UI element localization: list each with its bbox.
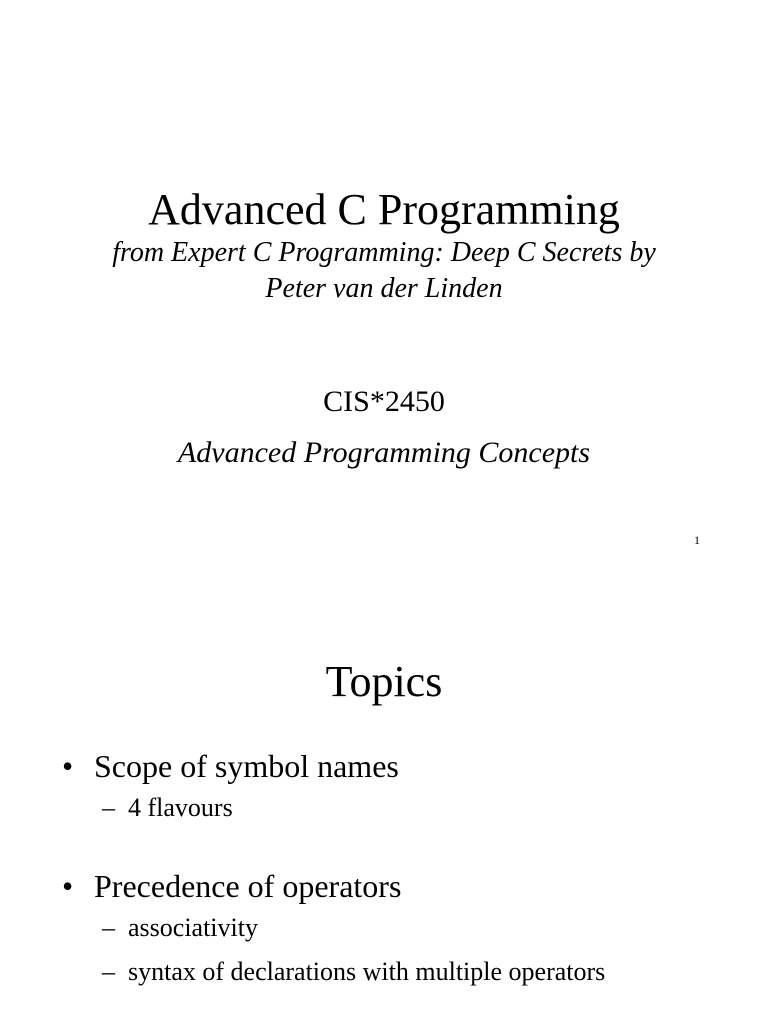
bullet-marker: • bbox=[62, 748, 74, 784]
subtitle-line-1: from Expert C Programming: Deep C Secrets by bbox=[112, 237, 656, 268]
dash-marker: – bbox=[102, 957, 115, 986]
subtopic-text: associativity bbox=[128, 913, 258, 942]
bullet-marker: • bbox=[62, 868, 74, 904]
slide-topics bbox=[0, 576, 768, 1024]
topic-item bbox=[62, 866, 752, 994]
subtopic-item bbox=[102, 950, 752, 994]
subtitle-line-2: Peter van der Linden bbox=[265, 273, 503, 304]
slide-number: 1 bbox=[694, 533, 700, 547]
course-name: Advanced Programming Concepts bbox=[177, 436, 591, 469]
topic-list bbox=[62, 746, 752, 1024]
dash-marker: – bbox=[102, 913, 115, 942]
topics-heading: Topics bbox=[325, 657, 443, 706]
dash-marker: – bbox=[102, 793, 115, 822]
course-code: CIS*2450 bbox=[323, 385, 445, 418]
topic-text: Precedence of operators bbox=[94, 868, 402, 904]
slide-subtitle bbox=[0, 235, 768, 307]
subtopic-item bbox=[102, 786, 752, 830]
topic-bullet bbox=[62, 866, 752, 906]
subtopic-item bbox=[102, 906, 752, 950]
subtopic-list bbox=[62, 786, 752, 830]
subtopic-text: syntax of declarations with multiple operators bbox=[128, 957, 606, 986]
topic-item bbox=[62, 746, 752, 830]
slide-title-heading: Advanced C Programming bbox=[148, 185, 620, 234]
topic-bullet bbox=[62, 746, 752, 786]
subtopic-text: 4 flavours bbox=[128, 793, 233, 822]
subtopic-list bbox=[62, 906, 752, 994]
topic-text: Scope of symbol names bbox=[94, 748, 399, 784]
